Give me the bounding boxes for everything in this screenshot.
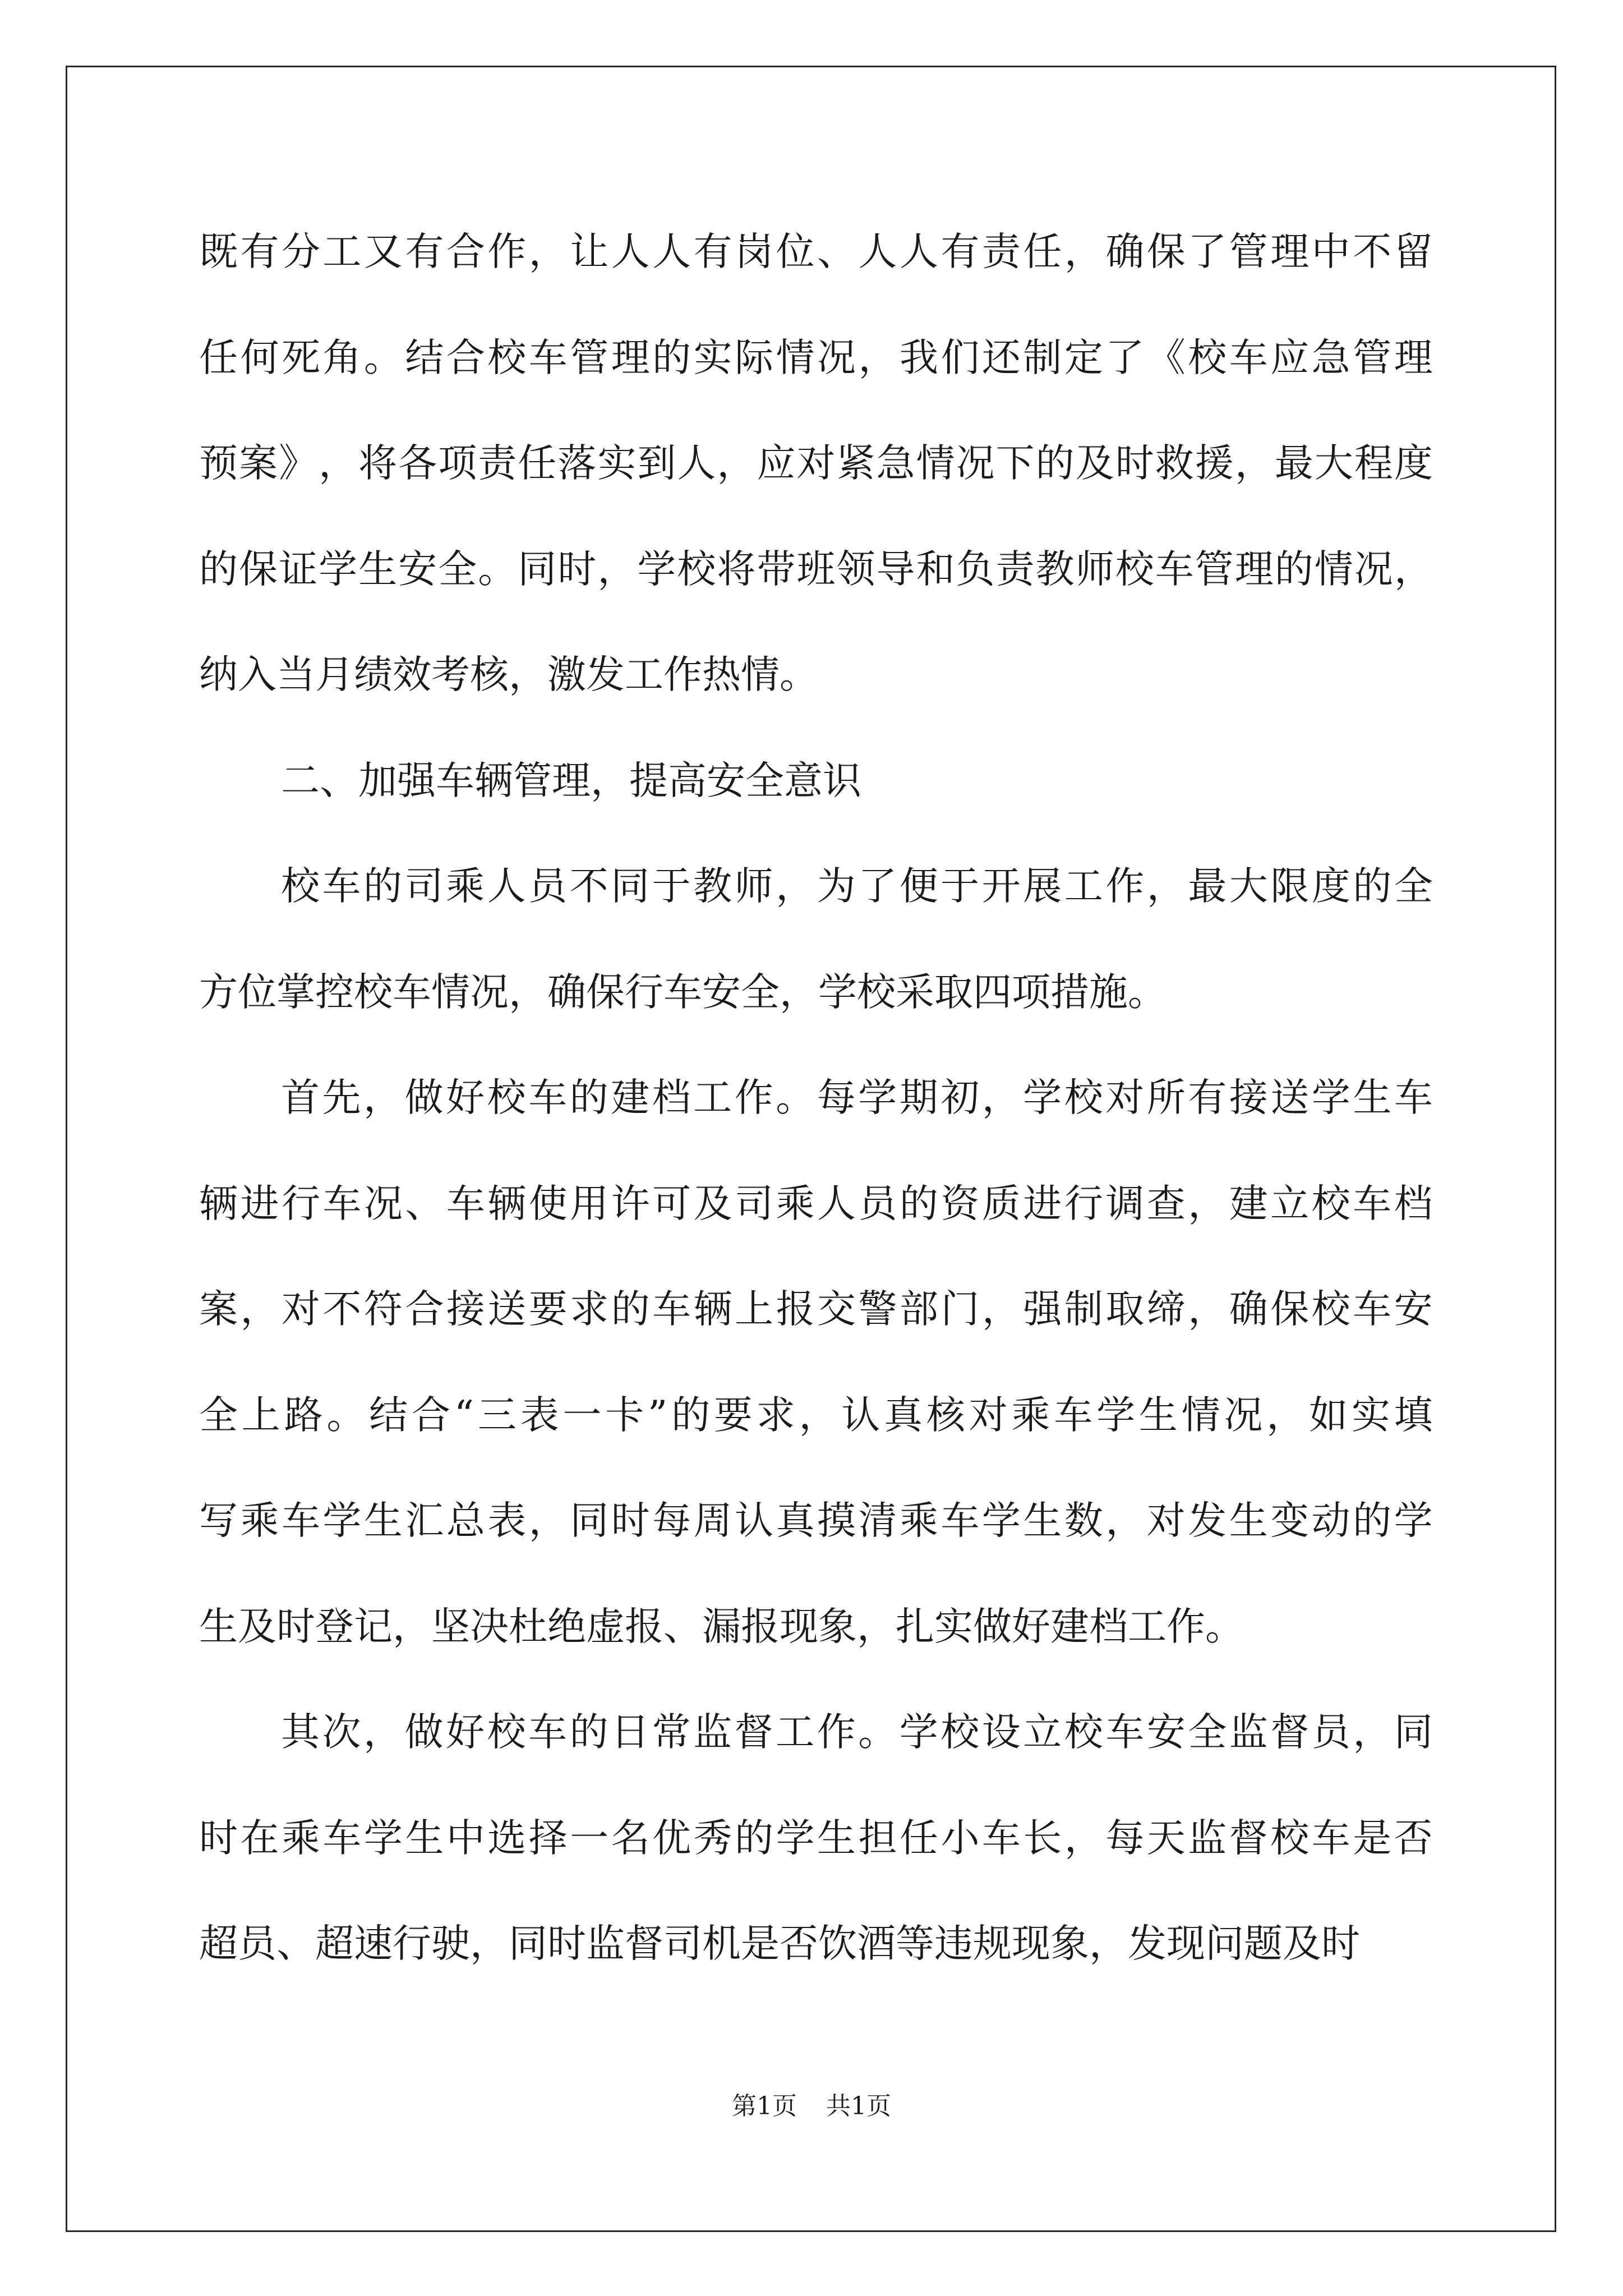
text-line: 预 案 》 ， 将 各 项 责 任 落 实 到 人 ， 应 对 紧 急 情 况 下 的 及 时 救 援 ， 最 大 程 度 bbox=[199, 441, 1433, 486]
text-line: 生及时登记，坚决杜绝虚报、漏报现象，扎实做好建档工作。 bbox=[199, 1604, 1244, 1649]
page-number: 第1页 bbox=[732, 2092, 797, 2120]
paragraph bbox=[199, 834, 1433, 1045]
text-line: 写 乘 车 学 生 汇 总 表 ， 同 时 每 周 认 真 摸 清 乘 车 学 生 数 ， 对 发 生 变 动 的 学 bbox=[199, 1498, 1433, 1543]
document-body bbox=[199, 199, 1433, 1997]
text-line: 辆 进 行 车 况 、 车 辆 使 用 许 可 及 司 乘 人 员 的 资 质 进 行 调 查 ， 建 立 校 车 档 bbox=[199, 1181, 1433, 1226]
text-line: 其 次 ， 做 好 校 车 的 日 常 监 督 工 作 。 学 校 设 立 校 车 安 全 监 督 员 ， 同 bbox=[281, 1710, 1433, 1755]
text-line: 首 先 ， 做 好 校 车 的 建 档 工 作 。 每 学 期 初 ， 学 校 对 所 有 接 送 学 生 车 bbox=[281, 1075, 1433, 1120]
text-line: 案 ， 对 不 符 合 接 送 要 求 的 车 辆 上 报 交 警 部 门 ， 强 制 取 缔 ， 确 保 校 车 安 bbox=[199, 1287, 1433, 1332]
text-line: 方位掌控校车情况，确保行车安全，学校采取四项措施。 bbox=[199, 969, 1166, 1015]
paragraph bbox=[199, 1045, 1433, 1680]
page-footer bbox=[0, 2090, 1623, 2123]
paragraph bbox=[199, 1680, 1433, 1997]
text-line: 纳入当月绩效考核，激发工作热情。 bbox=[199, 652, 818, 697]
page-total: 共1页 bbox=[826, 2092, 891, 2120]
paragraph bbox=[199, 199, 1433, 728]
text-line: 二、加强车辆管理，提高安全意识 bbox=[281, 758, 861, 803]
text-line: 的 保 证 学 生 安 全 。 同 时 ， 学 校 将 带 班 领 导 和 负 责 教 师 校 车 管 理 的 情 况 ， bbox=[199, 546, 1433, 592]
text-line: 超员、超速行驶，同时监督司机是否饮酒等违规现象，发现问题及时 bbox=[199, 1921, 1360, 1966]
text-line: 校 车 的 司 乘 人 员 不 同 于 教 师 ， 为 了 便 于 开 展 工 作 ， 最 大 限 度 的 全 bbox=[281, 864, 1433, 909]
text-line: 既 有 分 工 又 有 合 作 ， 让 人 人 有 岗 位 、 人 人 有 责 任 ， 确 保 了 管 理 中 不 留 bbox=[199, 229, 1433, 274]
text-line: 任 何 死 角 。 结 合 校 车 管 理 的 实 际 情 况 ， 我 们 还 制 定 了 《 校 车 应 急 管 理 bbox=[199, 335, 1433, 380]
paragraph bbox=[199, 728, 1433, 834]
text-line: 全 上 路 。 结 合 “ 三 表 一 卡 ” 的 要 求 ， 认 真 核 对 乘 车 学 生 情 况 ， 如 实 填 bbox=[199, 1392, 1433, 1438]
text-line: 时 在 乘 车 学 生 中 选 择 一 名 优 秀 的 学 生 担 任 小 车 长 ， 每 天 监 督 校 车 是 否 bbox=[199, 1815, 1433, 1861]
